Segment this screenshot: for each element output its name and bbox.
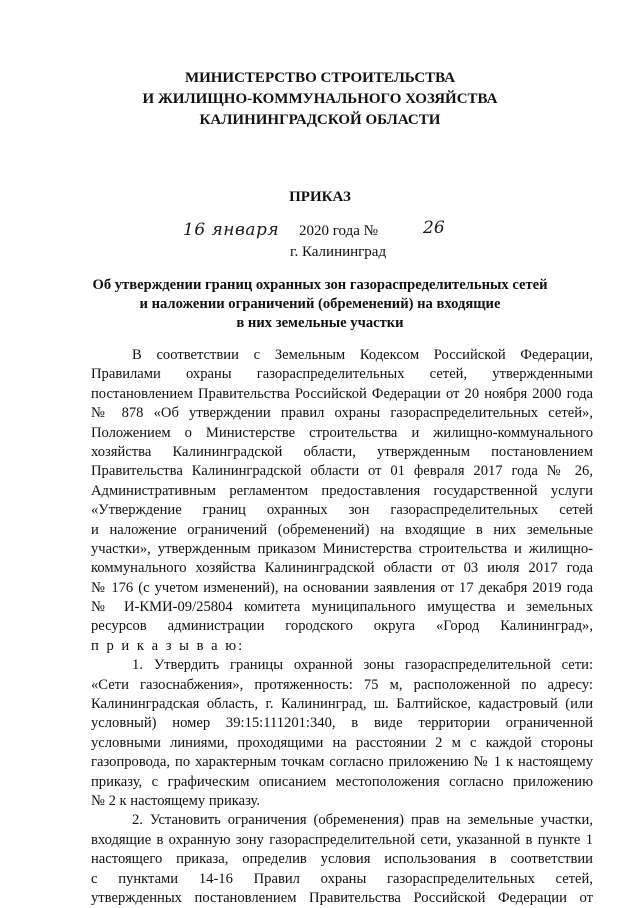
subject-line: Об утверждении границ охранных зон газораспределительных сетей [92, 277, 548, 293]
body-line: входящие в охранную зону газораспределительной сети, указанной в пункте 1 [91, 831, 593, 848]
body-line: 1. Утвердить границы охранной зоны газораспределительной сети: [132, 657, 593, 674]
order-subject [0, 276, 640, 333]
body-line: утвержденных постановлением Правительства Российской Федерации от [91, 889, 593, 906]
body-line: приказу, с графическим описанием местоположения согласно приложению [91, 773, 593, 790]
body-line: условный) номер 39:15:111201:340, в виде территории ограниченной [91, 715, 593, 732]
body-line: № 2 к настоящему приказу. [91, 792, 261, 809]
body-line: Правилами охраны газораспределительных сетей, утвержденными [91, 366, 593, 383]
handwritten-order-number: 26 [423, 218, 445, 238]
body-line: постановлением Правительства Российской Федерации от 20 ноября 2000 года [91, 385, 593, 402]
ministry-line: КАЛИНИНГРАДСКОЙ ОБЛАСТИ [199, 112, 441, 128]
body-line: В соответствии с Земельным Кодексом Российской Федерации, [132, 347, 593, 363]
body-line: настоящего приказа, определив условия использования в соответствии [91, 851, 593, 868]
body-line: «Утверждение границ охранных зон газораспределительных сетей [91, 502, 593, 519]
body-line: ресурсов администрации городского округа «Город Калининград», [91, 618, 593, 635]
handwritten-date: 16 января [183, 220, 280, 240]
order-city: г. Калининград [290, 244, 387, 260]
order-date-line [183, 220, 443, 246]
order-body [91, 346, 593, 908]
body-line: «Сети газоснабжения», протяженность: 75 м, расположенной по адресу: [91, 676, 593, 693]
subject-line: в них земельные участки [236, 315, 404, 331]
body-line: № 176 (с учетом изменений), на основании заявления от 17 декабря 2019 года [91, 579, 593, 596]
body-line: Калининградская область, г. Калининград, ш. Балтийское, кадастровый (или [91, 696, 593, 713]
body-line: хозяйства Калининградской области, утвержденным постановлением [91, 443, 593, 460]
body-line: № И-КМИ-09/25804 комитета муниципального имущества и земельных [91, 599, 593, 616]
body-line: газопровода, по характерным точкам согласно приложению № 1 к настоящему [91, 754, 593, 771]
body-line: Положением о Министерстве строительства и жилищно-коммунального [91, 424, 593, 441]
body-line: № 878 «Об утверждении правил охраны газораспределительных сетей», [91, 405, 593, 422]
ministry-line: МИНИСТЕРСТВО СТРОИТЕЛЬСТВА [184, 70, 456, 86]
body-line: и наложение ограничений (обременений) на входящие в них земельные [91, 521, 593, 538]
body-line: Административным регламентом предоставления государственной услуги [91, 482, 593, 499]
ministry-header [0, 68, 640, 131]
body-line: Правительства Калининградской области от 01 февраля 2017 года № 26, [91, 463, 593, 480]
subject-line: и наложении ограничений (обременений) на входящие [139, 296, 501, 312]
body-line: 2. Установить ограничения (обременения) прав на земельные участки, [132, 812, 593, 829]
body-line: участки», утвержденным приказом Министерства строительства и жилищно- [91, 540, 593, 557]
body-line: с пунктами 14-16 Правил охраны газораспределительных сетей, [91, 870, 593, 887]
body-line: п р и к а з ы в а ю: [91, 637, 245, 654]
body-line: коммунального хозяйства Калининградской области от 03 июля 2017 года [91, 560, 593, 577]
order-year-text: 2020 года № [299, 223, 378, 239]
ministry-line: И ЖИЛИЩНО-КОММУНАЛЬНОГО ХОЗЯЙСТВА [142, 91, 498, 107]
body-line: условными линиями, проходящими на расстоянии 2 м с каждой стороны [91, 734, 593, 751]
order-title: ПРИКАЗ [289, 189, 351, 205]
